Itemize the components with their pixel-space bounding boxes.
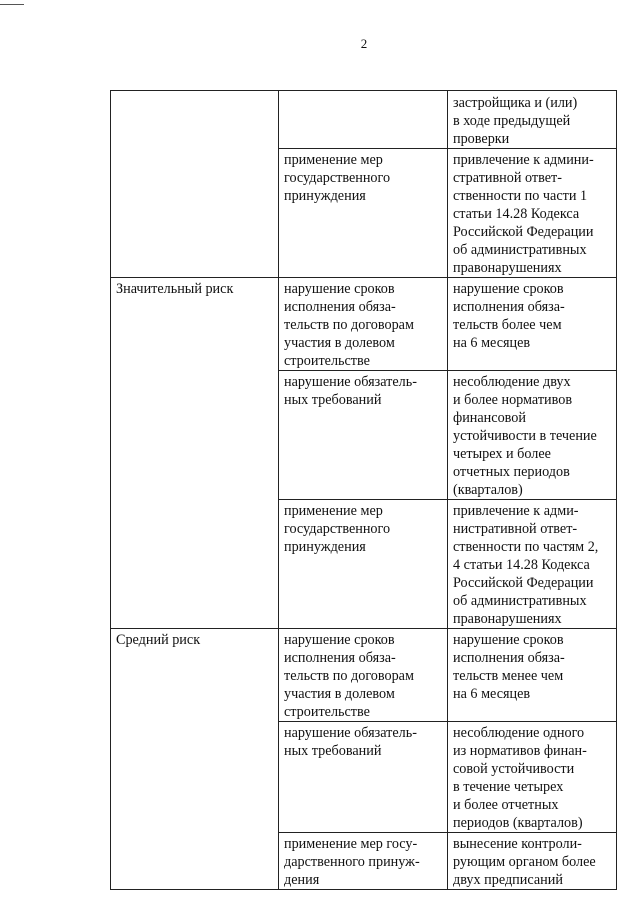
category-cell: Средний риск: [111, 629, 279, 890]
page-number: 2: [360, 36, 368, 51]
indicator-cell: нарушение сроков исполнения обяза- тельств более чем на 6 месяцев: [448, 278, 617, 371]
factor-cell: применение мер государственного принуждения: [279, 500, 448, 629]
table-row: [111, 629, 617, 722]
table-row: [111, 278, 617, 371]
factor-cell: нарушение обязатель- ных требований: [279, 371, 448, 500]
category-cell: Значительный риск: [111, 278, 279, 629]
table-row: [111, 91, 617, 149]
indicator-cell: привлечение к админи- стративной ответ- ственности по части 1 статьи 14.28 Кодекса Российской Федерации об административных правонарушениях: [448, 149, 617, 278]
scan-edge-mark: [0, 4, 24, 5]
factor-cell: применение мер госу- дарственного принуж- дения: [279, 833, 448, 890]
factor-cell: нарушение сроков исполнения обяза- тельств по договорам участия в долевом строительстве: [279, 629, 448, 722]
category-cell: [111, 91, 279, 278]
indicator-cell: нарушение сроков исполнения обяза- тельств менее чем на 6 месяцев: [448, 629, 617, 722]
factor-cell: нарушение сроков исполнения обяза- тельств по договорам участия в долевом строительстве: [279, 278, 448, 371]
indicator-cell: застройщика и (или) в ходе предыдущей проверки: [448, 91, 617, 149]
indicator-cell: вынесение контроли- рующим органом более двух предписаний: [448, 833, 617, 890]
factor-cell: [279, 91, 448, 149]
risk-criteria-table: [110, 90, 617, 890]
indicator-cell: несоблюдение одного из нормативов финан- совой устойчивости в течение четырех и более отчетных периодов (кварталов): [448, 722, 617, 833]
factor-cell: применение мер государственного принуждения: [279, 149, 448, 278]
indicator-cell: несоблюдение двух и более нормативов финансовой устойчивости в течение четырех и более отчетных периодов (кварталов): [448, 371, 617, 500]
indicator-cell: привлечение к адми- нистративной ответ- ственности по частям 2, 4 статьи 14.28 Кодекса Российской Федерации об административных правонарушениях: [448, 500, 617, 629]
factor-cell: нарушение обязатель- ных требований: [279, 722, 448, 833]
